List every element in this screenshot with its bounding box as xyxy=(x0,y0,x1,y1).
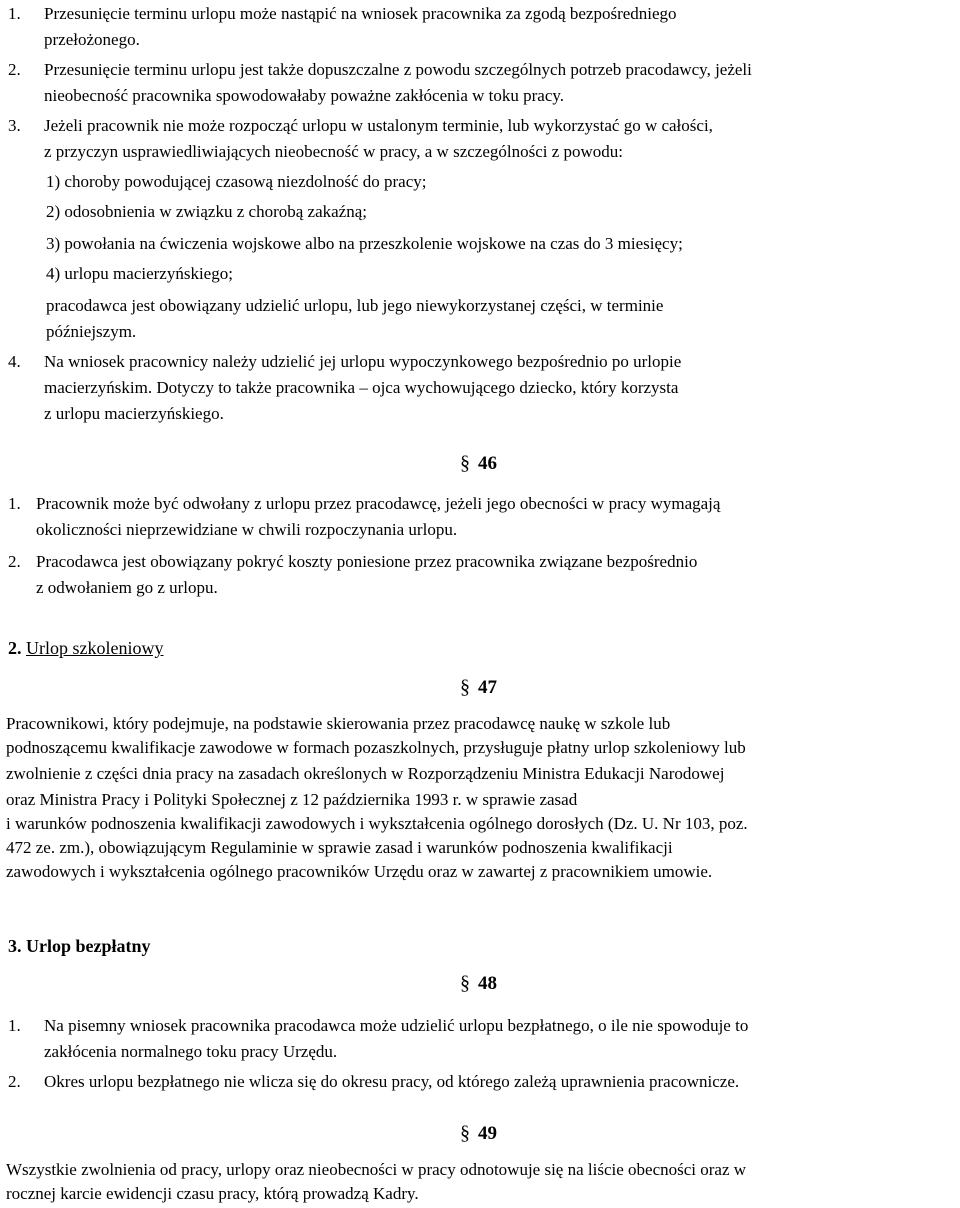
item-3-line-1: Jeżeli pracownik nie może rozpocząć urlopu w ustalonym terminie, lub wykorzystać go w całości, xyxy=(44,116,713,135)
section-sign: § xyxy=(460,452,470,474)
p46-item-2-line-1: Pracodawca jest obowiązany pokryć koszty poniesione przez pracownika związane bezpośrednio xyxy=(36,552,698,571)
p48-item-1-line-2: zakłócenia normalnego toku pracy Urzędu. xyxy=(44,1042,338,1061)
p48-item-1-num: 1. xyxy=(8,1016,21,1035)
paragraph-46-heading xyxy=(460,448,497,478)
item-2-num: 2. xyxy=(8,60,21,79)
item-4-num: 4. xyxy=(8,352,21,371)
section-2-prefix: 2. xyxy=(8,638,22,658)
item-4-line-3: z urlopu macierzyńskiego. xyxy=(44,404,224,423)
p47-line-5: i warunków podnoszenia kwalifikacji zawodowych i wykształcenia ogólnego dorosłych (Dz. U. Nr 103, poz. xyxy=(6,814,748,833)
section-sign: § xyxy=(460,676,470,698)
p46-item-1-line-1: Pracownik może być odwołany z urlopu przez pracodawcę, jeżeli jego obecności w pracy wymagają xyxy=(36,494,721,513)
item-4-line-2: macierzyńskim. Dotyczy to także pracownika – ojca wychowującego dziecko, który korzysta xyxy=(44,378,679,397)
paragraph-number: 46 xyxy=(478,453,497,474)
item-2-line-2: nieobecność pracownika spowodowałaby poważne zakłócenia w toku pracy. xyxy=(44,86,565,105)
item-2-line-1: Przesunięcie terminu urlopu jest także dopuszczalne z powodu szczególnych potrzeb pracodawcy, jeżeli xyxy=(44,60,752,79)
p49-line-1: Wszystkie zwolnienia od pracy, urlopy oraz nieobecności w pracy odnotowuje się na liście obecności oraz w xyxy=(6,1160,747,1179)
paragraph-48-heading xyxy=(460,968,497,998)
section-3-heading: 3. Urlop bezpłatny xyxy=(8,936,151,956)
p47-line-1: Pracownikowi, który podejmuje, na podstawie skierowania przez pracodawcę naukę w szkole lub xyxy=(6,714,671,733)
section-sign: § xyxy=(460,1122,470,1144)
p47-line-3: zwolnienie z części dnia pracy na zasadach określonych w Rozporządzeniu Ministra Edukacji Narodowej xyxy=(6,764,725,783)
section-2-heading xyxy=(8,636,163,660)
p49-line-2: rocznej karcie ewidencji czasu pracy, którą prowadzą Kadry. xyxy=(6,1184,419,1203)
item-3-subitem-4: 4) urlopu macierzyńskiego; xyxy=(46,264,233,283)
p47-line-2: podnoszącemu kwalifikacje zawodowe w formach pozaszkolnych, przysługuje płatny urlop szkoleniowy lub xyxy=(6,738,746,757)
p48-item-2-num: 2. xyxy=(8,1072,21,1091)
p46-item-1-num: 1. xyxy=(8,494,21,513)
section-sign: § xyxy=(460,972,470,994)
paragraph-49-heading xyxy=(460,1118,497,1148)
item-3-line-2: z przyczyn usprawiedliwiających nieobecność w pracy, a w szczególności z powodu: xyxy=(44,142,624,161)
p48-item-2-line-1: Okres urlopu bezpłatnego nie wlicza się do okresu pracy, od którego zależą uprawnienia pracownicze. xyxy=(44,1072,740,1091)
p46-item-2-num: 2. xyxy=(8,552,21,571)
p47-line-4: oraz Ministra Pracy i Polityki Społecznej z 12 października 1993 r. w sprawie zasad xyxy=(6,790,578,809)
item-1-num: 1. xyxy=(8,4,21,23)
item-3-num: 3. xyxy=(8,116,21,135)
item-1-line-1: Przesunięcie terminu urlopu może nastąpić na wniosek pracownika za zgodą bezpośredniego xyxy=(44,4,677,23)
item-3-conclusion-1: pracodawca jest obowiązany udzielić urlopu, lub jego niewykorzystanej części, w terminie xyxy=(46,296,664,315)
paragraph-number: 47 xyxy=(478,677,497,698)
p47-line-7: zawodowych i wykształcenia ogólnego pracowników Urzędu oraz w zawartej z pracownikiem umowie. xyxy=(6,862,713,881)
p47-line-6: 472 ze. zm.), obowiązującym Regulaminie w sprawie zasad i warunków podnoszenia kwalifikacji xyxy=(6,838,673,857)
p48-item-1-line-1: Na pisemny wniosek pracownika pracodawca może udzielić urlopu bezpłatnego, o ile nie spowoduje to xyxy=(44,1016,749,1035)
item-3-subitem-1: 1) choroby powodującej czasową niezdolność do pracy; xyxy=(46,172,427,191)
p46-item-2-line-2: z odwołaniem go z urlopu. xyxy=(36,578,218,597)
item-3-subitem-3: 3) powołania na ćwiczenia wojskowe albo na przeszkolenie wojskowe na czas do 3 miesięcy; xyxy=(46,234,683,253)
paragraph-number: 48 xyxy=(478,973,497,994)
section-2-title: Urlop szkoleniowy xyxy=(26,638,164,658)
item-1-line-2: przełożonego. xyxy=(44,30,140,49)
item-4-line-1: Na wniosek pracownicy należy udzielić jej urlopu wypoczynkowego bezpośrednio po urlopie xyxy=(44,352,682,371)
item-3-subitem-2: 2) odosobnienia w związku z chorobą zakaźną; xyxy=(46,202,367,221)
item-3-conclusion-2: późniejszym. xyxy=(46,322,137,341)
paragraph-number: 49 xyxy=(478,1123,497,1144)
p46-item-1-line-2: okoliczności nieprzewidziane w chwili rozpoczynania urlopu. xyxy=(36,520,458,539)
paragraph-47-heading xyxy=(460,672,497,702)
